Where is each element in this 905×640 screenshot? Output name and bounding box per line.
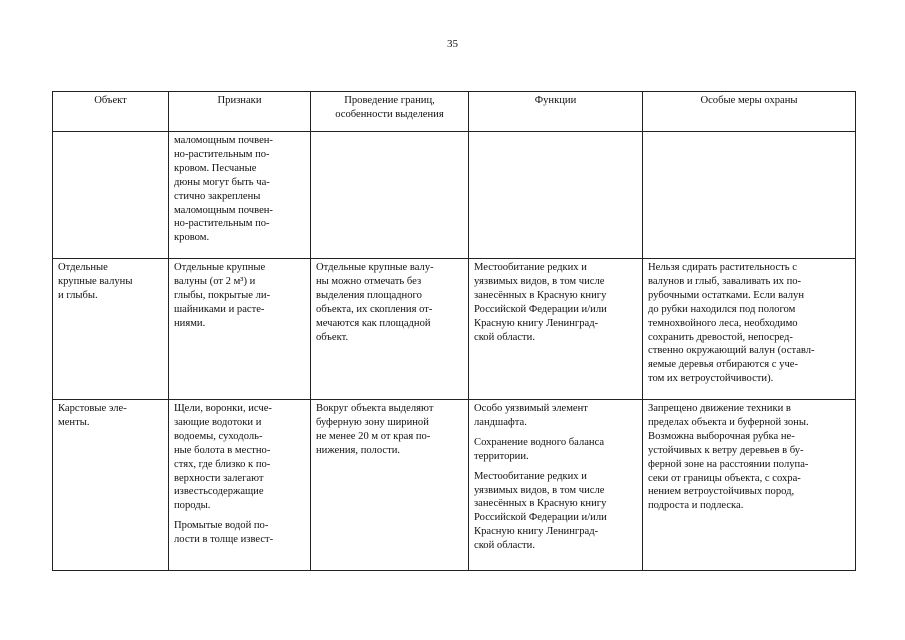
- column-header-borders: Проведение границ, особенности выделения: [311, 92, 469, 132]
- page-number: 35: [447, 38, 458, 50]
- signs-cell: [169, 259, 311, 400]
- borders-cell: [311, 259, 469, 400]
- functions-cell: [469, 400, 643, 571]
- borders-cell: [311, 132, 469, 259]
- measures-text: Запрещено движение техники в пределах объекта и буферной зоны. Возможна выборочная рубка не- устойчивых к ветру деревьев в бу- ферной зоне на расстоянии полупа- секи от границы объекта, с сохра- нением ветроустойчивых пород, подроста и подлеска.: [648, 403, 809, 512]
- object-text: Карстовые эле- менты.: [58, 403, 127, 428]
- table-row: [53, 400, 856, 571]
- object-cell: [53, 259, 169, 400]
- measures-text: Нельзя сдирать растительность с валунов и глыб, заваливать их по- рубочными остатками. Если валун до рубки находился под пологом темнохвойного леса, необходимо сохранить древостой, непосред- ственно окружающий валун (оставл- яемые деревья отбираются с уче- том их ветроустойчивости).: [648, 262, 815, 385]
- signs-cell: [169, 132, 311, 259]
- signs-text: Промытые водой по- лости в толще извест-: [174, 520, 274, 546]
- signs-text: маломощным почвен- но-растительным по- кровом. Песчаные дюны могут быть ча- стично закреплены маломощным почвен- но-растительным по- кровом.: [174, 135, 273, 244]
- measures-cell: [643, 400, 856, 571]
- table-row: [53, 132, 856, 259]
- column-header-signs: Признаки: [169, 92, 311, 132]
- functions-cell: [469, 259, 643, 400]
- functions-text: Сохранение водного баланса территории.: [474, 436, 605, 462]
- column-header-functions: Функции: [469, 92, 643, 132]
- object-cell: [53, 132, 169, 259]
- measures-cell: [643, 132, 856, 259]
- table-header-row: [53, 92, 856, 132]
- table-row: [53, 259, 856, 400]
- measures-cell: [643, 259, 856, 400]
- object-cell: [53, 400, 169, 571]
- object-text: Отдельные крупные валуны и глыбы.: [58, 262, 133, 301]
- functions-text: Местообитание редких и уязвимых видов, в том числе занесённых в Красную книгу Российской Федерации и/или Красную книгу Ленинград- ской области.: [474, 470, 607, 552]
- column-header-object: Объект: [53, 92, 169, 132]
- borders-text: Отдельные крупные валу- ны можно отмечать без выделения площадного объекта, их скопления от- мечаются как площадной объект.: [316, 262, 434, 343]
- protection-measures-table: [52, 91, 856, 571]
- signs-cell: [169, 400, 311, 571]
- signs-text: Отдельные крупные валуны (от 2 м³) и глыбы, покрытые ли- шайниками и расте- ниями.: [174, 262, 271, 329]
- borders-text: Вокруг объекта выделяют буферную зону шириной не менее 20 м от края по- нижения, полости.: [316, 403, 434, 456]
- borders-cell: [311, 400, 469, 571]
- signs-text: Щели, воронки, исче- зающие водотоки и водоемы, суходоль- ные болота в местно- стях, где близко к по- верхности залегают известьсодержащие породы.: [174, 403, 272, 512]
- functions-cell: [469, 132, 643, 259]
- column-header-measures: Особые меры охраны: [643, 92, 856, 132]
- functions-text: Местообитание редких и уязвимых видов, в том числе занесённых в Красную книгу Российской Федерации и/или Красную книгу Ленинград- ской области.: [474, 262, 607, 343]
- functions-text: Особо уязвимый элемент ландшафта.: [474, 403, 588, 428]
